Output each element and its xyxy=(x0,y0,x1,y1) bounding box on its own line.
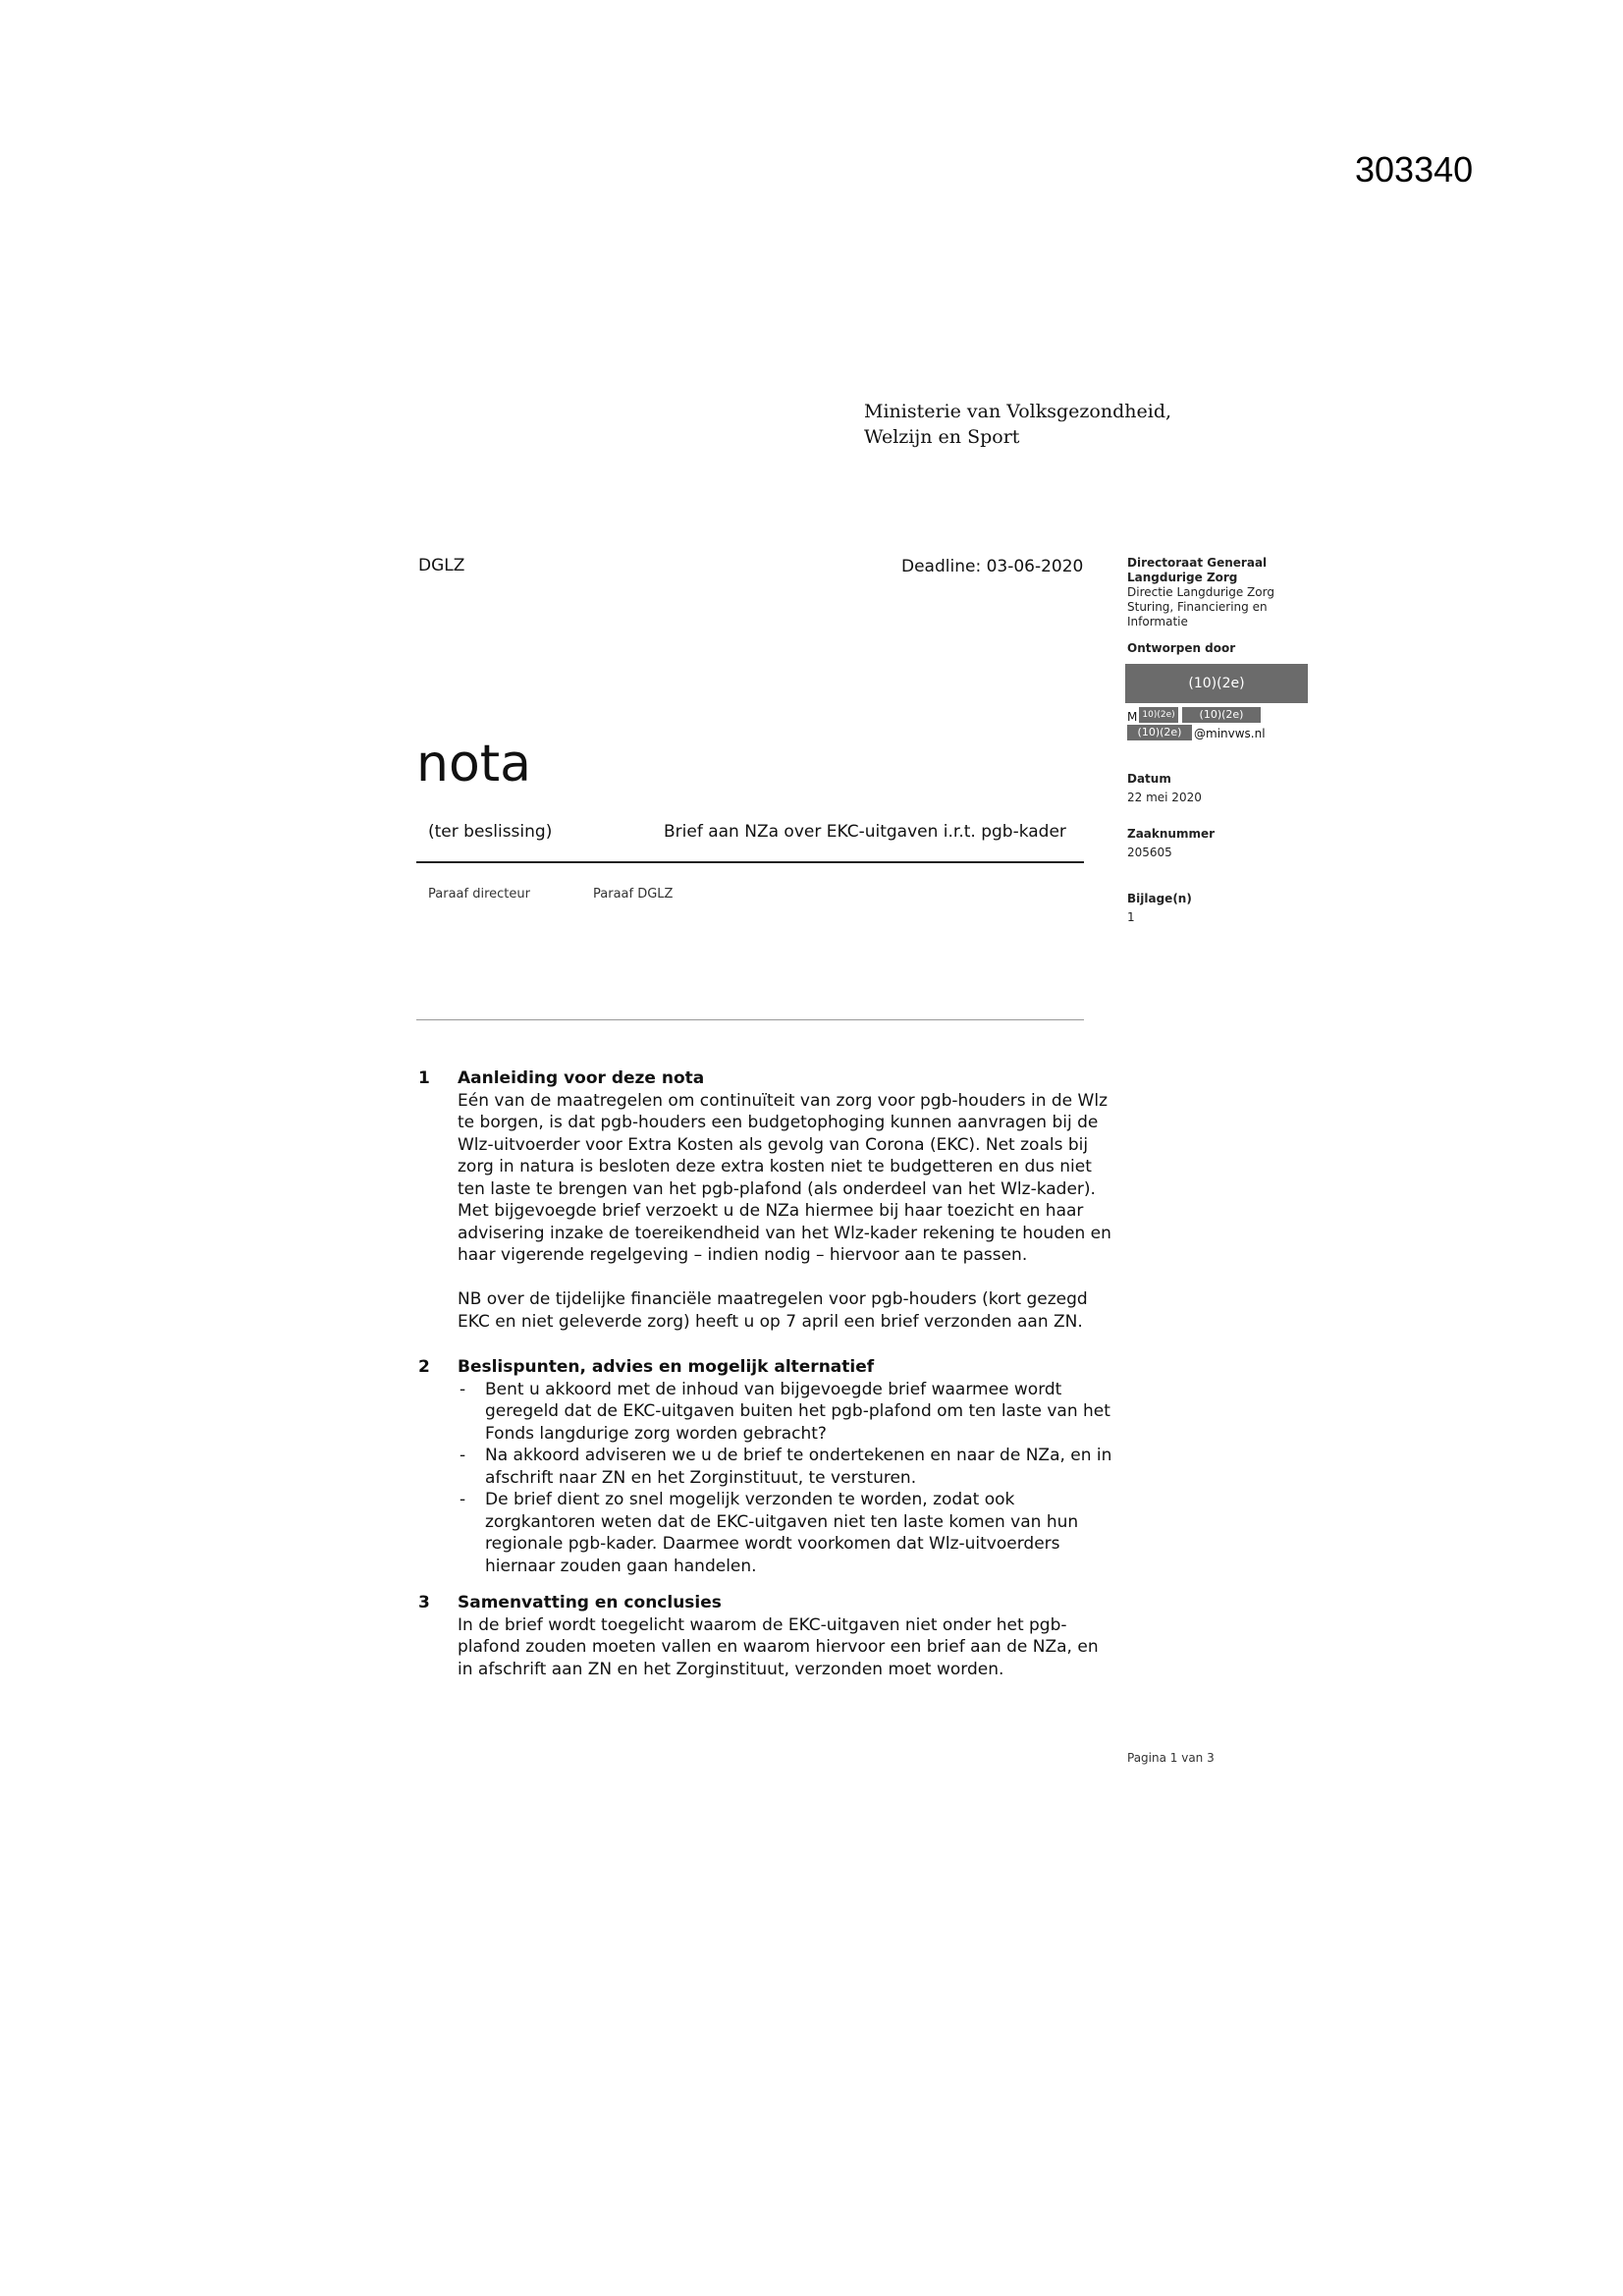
section-number: 3 xyxy=(418,1593,430,1613)
page-title: nota xyxy=(416,735,532,793)
email-domain: @minvws.nl xyxy=(1194,727,1266,740)
bullet-line: Na akkoord adviseren we u de brief te ondertekenen en naar de NZa, en in xyxy=(485,1446,1112,1465)
designed-by-label: Ontworpen door xyxy=(1127,641,1236,655)
memo-type: (ter beslissing) xyxy=(428,822,553,842)
body-line: In de brief wordt toegelicht waarom de EKC-uitgaven niet onder het pgb- xyxy=(458,1614,1067,1635)
bullet-line: afschrift naar ZN en het Zorginstituut, te versturen. xyxy=(485,1467,917,1488)
attachment-label: Bijlage(n) xyxy=(1127,892,1192,905)
body-line: plafond zouden moeten vallen en waarom hiervoor een brief aan de NZa, en xyxy=(458,1637,1099,1657)
department-label: DGLZ xyxy=(418,556,465,575)
org-line-4: Sturing, Financiering en xyxy=(1127,600,1268,614)
org-line-3: Directie Langdurige Zorg xyxy=(1127,585,1274,599)
org-line-2: Langdurige Zorg xyxy=(1127,571,1238,584)
body-line: zorg in natura is besloten deze extra kosten niet te budgetteren en dus niet xyxy=(458,1157,1092,1176)
body-line: ten laste te brengen van het pgb-plafond (als onderdeel van het Wlz-kader). xyxy=(458,1178,1096,1199)
note-line: EKC en niet geleverde zorg) heeft u op 7 april een brief verzonden aan ZN. xyxy=(458,1311,1083,1332)
deadline-label: Deadline: 03-06-2020 xyxy=(901,557,1084,576)
section-body xyxy=(458,1614,1145,1681)
case-number-value: 205605 xyxy=(1127,846,1172,859)
section-number: 2 xyxy=(418,1357,430,1377)
redaction-phone-small: 10)(2e) xyxy=(1139,707,1178,723)
ministry-name-line-2: Welzijn en Sport xyxy=(864,426,1020,448)
section-heading: Beslispunten, advies en mogelijk alternatief xyxy=(458,1357,875,1377)
section-heading: Samenvatting en conclusies xyxy=(458,1593,722,1613)
bullet-line: zorgkantoren weten dat de EKC-uitgaven niet ten laste komen van hun xyxy=(485,1511,1079,1532)
body-line: in afschrift aan ZN en het Zorginstituut, verzonden moet worden. xyxy=(458,1659,1004,1679)
body-line: haar vigerende regelgeving – indien nodig – hiervoor aan te passen. xyxy=(458,1245,1028,1265)
ministry-name-line-1: Ministerie van Volksgezondheid, xyxy=(864,401,1172,422)
redaction-phone: (10)(2e) xyxy=(1182,707,1261,723)
bullet-line: Fonds langdurige zorg worden gebracht? xyxy=(485,1423,827,1444)
attachment-value: 1 xyxy=(1127,910,1135,924)
case-block xyxy=(1127,825,1215,862)
bullet-line: geregeld dat de EKC-uitgaven buiten het pgb-plafond om ten laste van het xyxy=(485,1401,1110,1421)
date-block xyxy=(1127,770,1202,807)
bullet-line: De brief dient zo snel mogelijk verzonden te worden, zodat ook xyxy=(485,1490,1015,1509)
body-line: Wlz-uitvoerder voor Extra Kosten als gevolg van Corona (EKC). Net zoals bij xyxy=(458,1134,1089,1155)
body-line: te borgen, is dat pgb-houders een budgetophoging kunnen aanvragen bij de xyxy=(458,1113,1099,1132)
bullet-line: regionale pgb-kader. Daarmee wordt voorkomen dat Wlz-uitvoerders xyxy=(485,1534,1060,1554)
divider-thin xyxy=(416,1019,1084,1020)
section-bullets xyxy=(460,1379,1147,1578)
page-number: Pagina 1 van 3 xyxy=(1127,1751,1215,1765)
bullet-item: - Bent u akkoord met de inhoud van bijgevoegde brief waarmee wordt geregeld dat de EKC-uitgaven buiten het pgb-plafond om ten laste van het Fonds langdurige zorg worden gebracht? xyxy=(460,1379,1147,1446)
note-line: NB over de tijdelijke financiële maatregelen voor pgb-houders (kort gezegd xyxy=(458,1289,1088,1309)
section-heading: Aanleiding voor deze nota xyxy=(458,1068,705,1088)
paraaf-directeur-label: Paraaf directeur xyxy=(428,887,530,902)
ministry-logo-text xyxy=(864,399,1171,450)
bullet-item: - Na akkoord adviseren we u de brief te ondertekenen en naar de NZa, en in afschrift naar ZN en het Zorginstituut, te versturen. xyxy=(460,1445,1147,1489)
redaction-block: (10)(2e) xyxy=(1125,664,1308,703)
section-number: 1 xyxy=(418,1068,430,1088)
bullet-item: - De brief dient zo snel mogelijk verzonden te worden, zodat ook zorgkantoren weten dat de EKC-uitgaven niet ten laste komen van hun regionale pgb-kader. Daarmee wordt voorkomen dat Wlz-uitvoerders hiernaar zouden gaan handelen. xyxy=(460,1489,1147,1577)
sidebar-organisation xyxy=(1127,556,1314,656)
redaction-email: (10)(2e) xyxy=(1127,725,1192,740)
case-number-label: Zaaknummer xyxy=(1127,827,1216,841)
org-line-5: Informatie xyxy=(1127,615,1188,629)
divider-thick xyxy=(416,861,1084,863)
org-line-1: Directoraat Generaal xyxy=(1127,556,1268,570)
date-value: 22 mei 2020 xyxy=(1127,791,1202,804)
bullet-line: Bent u akkoord met de inhoud van bijgevoegde brief waarmee wordt xyxy=(485,1379,1062,1399)
memo-subject: Brief aan NZa over EKC-uitgaven i.r.t. pgb-kader xyxy=(664,822,1066,842)
body-line: advisering inzake de toereikendheid van het Wlz-kader rekening te houden en xyxy=(458,1223,1111,1243)
body-line: Met bijgevoegde brief verzoekt u de NZa hiermee bij haar toezicht en haar xyxy=(458,1201,1084,1221)
document-number: 303340 xyxy=(1355,149,1474,190)
body-line: Eén van de maatregelen om continuïteit van zorg voor pgb-houders in de Wlz xyxy=(458,1090,1108,1111)
attachment-block xyxy=(1127,890,1192,927)
paraaf-dglz-label: Paraaf DGLZ xyxy=(593,887,674,902)
bullet-line: hiernaar zouden gaan handelen. xyxy=(485,1556,757,1576)
section-body xyxy=(458,1090,1145,1334)
date-label: Datum xyxy=(1127,772,1171,786)
contact-prefix: M xyxy=(1127,710,1138,724)
